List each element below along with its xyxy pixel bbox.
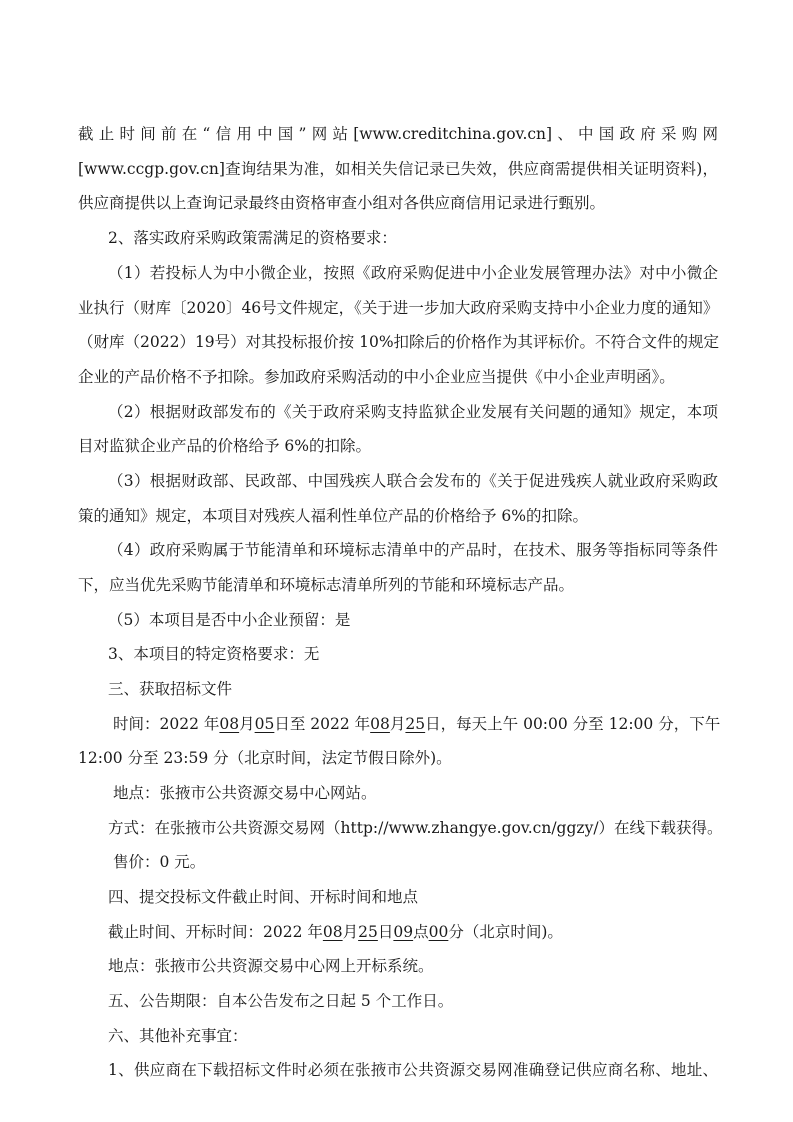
text-line: 售价：0 元。 <box>113 853 206 871</box>
text-segment: 月 <box>342 923 359 941</box>
month-value: 08 <box>219 715 240 733</box>
text-line: 供应商提供以上查询记录最终由资格审查小组对各供应商信用记录进行甄别。 <box>78 194 606 212</box>
text-segment: 日至 2022 年 <box>274 715 371 733</box>
text-segment: 时间：2022 年 <box>113 715 220 733</box>
text-segment: 截止时间、开标时间：2022 年 <box>108 923 323 941</box>
month-value: 08 <box>370 715 390 733</box>
text-line: 截止时间前在“信用中国”网站[www.creditchina.gov.cn]、中国政府采购网 <box>78 125 718 143</box>
section-heading: 六、其他补充事宜： <box>108 1027 248 1045</box>
text-line: 3、本项目的特定资格要求：无 <box>108 645 320 663</box>
minute-value: 00 <box>428 923 449 941</box>
text-line: （财库（2022）19号）对其投标报价按 10%扣除后的价格作为其评标价。不符合文件的规定 <box>78 333 720 351</box>
text-segment: 日 <box>377 923 394 941</box>
day-value: 25 <box>358 923 378 941</box>
text-line: 地点：张掖市公共资源交易中心网上开标系统。 <box>108 957 434 975</box>
time-line <box>113 713 721 735</box>
day-value: 25 <box>405 715 426 733</box>
text-line: 12:00 分至 23:59 分（北京时间，法定节假日除外)。 <box>78 749 452 767</box>
text-segment: 月 <box>239 715 255 733</box>
text-line: 策的通知》规定，本项目对残疾人福利性单位产品的价格给予 6%的扣除。 <box>78 507 589 525</box>
text-segment: 分（北京时间)。 <box>448 923 563 941</box>
hour-value: 09 <box>393 923 414 941</box>
text-line: （4）政府采购属于节能清单和环境标志清单中的产品时，在技术、服务等指标同等条件 <box>108 541 718 559</box>
text-line: 企业的产品价格不予扣除。参加政府采购活动的中小企业应当提供《中小企业声明函》。 <box>78 368 675 386</box>
text-line: 下，应当优先采购节能清单和环境标志清单所列的节能和环境标志产品。 <box>78 576 575 594</box>
text-line: 业执行（财库〔2020〕46号文件规定，《关于进一步加大政府采购支持中小企业力度的通知》 <box>78 299 719 317</box>
text-segment: 点 <box>413 923 429 941</box>
deadline-line <box>108 921 748 943</box>
text-line: （3）根据财政部、民政部、中国残疾人联合会发布的《关于促进残疾人就业政府采购政 <box>108 472 718 490</box>
text-line: （2）根据财政部发布的《关于政府采购支持监狱企业发展有关问题的通知》规定，本项 <box>108 403 718 421</box>
text-line: [www.ccgp.gov.cn]查询结果为准，如相关失信记录已失效，供应商需提供相关证明资料)， <box>78 160 718 178</box>
month-value: 08 <box>322 923 343 941</box>
day-value: 05 <box>254 715 275 733</box>
section-heading: 四、提交投标文件截止时间、开标时间和地点 <box>108 888 419 906</box>
text-line: 1、供应商在下载招标文件时必须在张掖市公共资源交易网准确登记供应商名称、地址、 <box>108 1061 718 1079</box>
text-line: 目对监狱企业产品的价格给予 6%的扣除。 <box>78 437 372 455</box>
text-segment: 日，每天上午 00:00 分至 12:00 分，下午 <box>425 715 721 733</box>
section-heading: 五、公告期限：自本公告发布之日起 5 个工作日。 <box>108 992 454 1010</box>
text-segment: 月 <box>389 715 406 733</box>
text-line: 方式：在张掖市公共资源交易网（http://www.zhangye.gov.cn/ggzy/）在线下载获得。 <box>108 819 723 837</box>
section-heading: 三、获取招标文件 <box>108 680 233 698</box>
text-line: （1）若投标人为中小微企业，按照《政府采购促进中小企业发展管理办法》对中小微企 <box>108 264 718 282</box>
text-line: 地点：张掖市公共资源交易中心网站。 <box>113 784 377 802</box>
text-line: 2、落实政府采购政策需满足的资格要求： <box>108 229 397 247</box>
text-line: （5）本项目是否中小企业预留：是 <box>108 611 351 629</box>
